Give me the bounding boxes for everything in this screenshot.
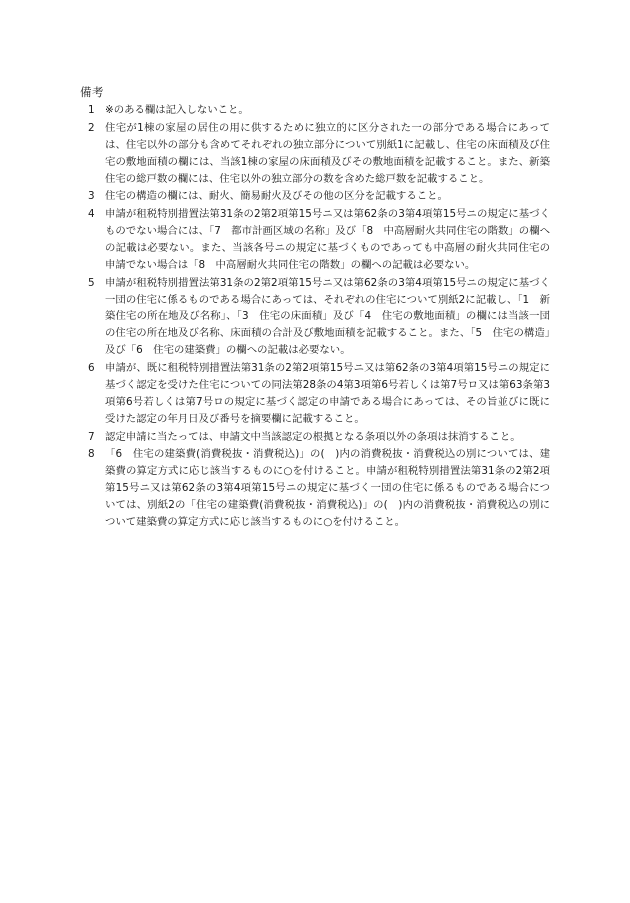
remark-text: 住宅の構造の欄には、耐火、簡易耐火及びその他の区分を記載すること。 (105, 190, 448, 203)
remark-number: 4 (88, 208, 95, 221)
remark-item-6 (80, 360, 550, 428)
remark-text: ※のある欄は記入しないこと。 (105, 104, 249, 116)
remark-item-2 (80, 120, 550, 188)
remark-text: 申請が租税特別措置法第31条の2第2項第15号ニ又は第62条の3第4項第15号ニの規定に基づくものでない場合には、「7 都市計画区域の名称」及び「8 中高層耐火共同住宅の階数」の欄への記載は必要ない。また、当該各号ニの規定に基づくものであっても中高層の耐火共同住宅の申請でない場合は「8 中高層耐火共同住宅の階数」の欄への記載は必要ない。 (105, 208, 550, 271)
remark-item-7 (80, 429, 550, 446)
remark-item-4 (80, 206, 550, 274)
remarks-heading: 備考 (80, 85, 104, 99)
remark-number: 8 (88, 448, 95, 461)
remark-text: 住宅が1棟の家屋の居住の用に供するために独立的に区分された一の部分である場合にあっては、住宅以外の部分も含めてそれぞれの独立部分について別紙1に記載し、住宅の床面積及び住宅の敷地面積の欄には、当該1棟の家屋の床面積及びその敷地面積を記載すること。また、新築住宅の総戸数の欄には、住宅以外の独立部分の数を含めた総戸数を記載すること。 (105, 121, 550, 185)
remark-text: 「6 住宅の建築費(消費税抜・消費税込)」の( )内の消費税抜・消費税込の別については、建築費の算定方式に応じ該当するものに○を付けること。申請が租税特別措置法第31条の2第2項第15号ニ又は第62条の3第4項第15号ニの規定に基づく一団の住宅に係るものである場合については、別紙2の「住宅の建築費(消費税抜・消費税込)」の( )内の消費税抜・消費税込の別について建築費の算定方式に応じ該当するものに○を付けること。 (105, 448, 550, 528)
remark-text: 申請が、既に租税特別措置法第31条の2第2項第15号ニ又は第62条の3第4項第15号ニの規定に基づく認定を受けた住宅についての同法第28条の4第3項第6号若しくは第7号ロ又は第63条第3項第6号若しくは第7号ロの規定に基づく認定の申請である場合にあっては、その旨並びに既に受けた認定の年月日及び番号を摘要欄に記載すること。 (105, 362, 550, 425)
remark-number: 7 (88, 430, 95, 443)
remark-item-8 (80, 446, 550, 531)
remark-number: 5 (88, 276, 95, 289)
remark-item-3 (80, 188, 550, 205)
remarks-list (80, 102, 550, 532)
remark-text: 認定申請に当たっては、申請文中当該認定の根拠となる条項以外の条項は抹消すること。 (105, 430, 521, 443)
remark-number: 6 (88, 362, 95, 375)
remark-item-5 (80, 275, 550, 360)
remark-text: 申請が租税特別措置法第31条の2第2項第15号ニ又は第62条の3第4項第15号ニの規定に基づく一団の住宅に係るものである場合にあっては、それぞれの住宅について別紙2に記載し、「1 新築住宅の所在地及び名称」、「3 住宅の床面積」及び「4 住宅の敷地面積」の欄には当該一団の住宅の所在地及び名称、床面積の合計及び敷地面積を記載すること。また、「5 住宅の構造」及び「6 住宅の建築費」の欄への記載は必要ない。 (105, 276, 550, 357)
remark-number: 1 (88, 104, 95, 116)
remark-item-1 (80, 102, 550, 119)
remark-number: 3 (88, 190, 95, 203)
remark-number: 2 (88, 121, 95, 134)
